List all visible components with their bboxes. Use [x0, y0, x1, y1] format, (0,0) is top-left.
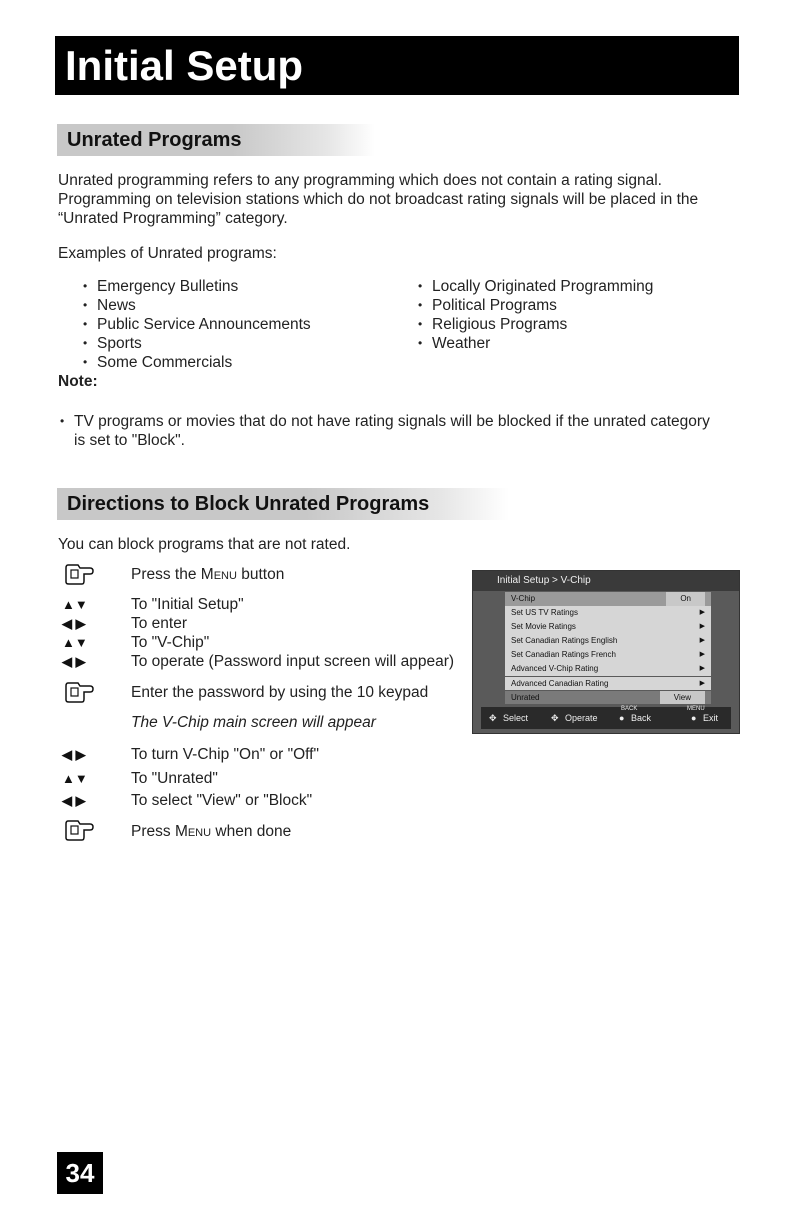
up-down-arrows-icon: ▲▼: [62, 771, 88, 786]
left-right-arrows-icon: ◀ ▶: [62, 747, 86, 762]
tv-back-key-label: BACK: [621, 706, 638, 712]
step-11-text: Press Menu when done: [131, 823, 292, 840]
note-label: Note:: [58, 373, 98, 390]
step-5-text: To operate (Password input screen will appear): [131, 653, 455, 670]
tv-menu-row: Set US TV Ratings ▶: [505, 606, 711, 620]
example-item: • Emergency Bulletins: [97, 277, 238, 297]
step-3-text: To enter: [131, 615, 188, 632]
tv-back-label: Back: [631, 713, 652, 723]
tv-operate-label: Operate: [565, 713, 598, 723]
vchip-screen-illustration: [472, 570, 740, 734]
menu-button-icon: ●: [691, 713, 697, 723]
tv-select-label: Select: [503, 713, 529, 723]
tv-menu-key-label: MENU: [687, 706, 705, 712]
examples-label: Examples of Unrated programs:: [58, 245, 277, 262]
example-item: • Sports: [97, 334, 142, 354]
tv-exit-label: Exit: [703, 713, 719, 723]
tv-menu-list: [505, 592, 711, 705]
section-heading-directions: Directions to Block Unrated Programs: [57, 488, 509, 520]
remote-icon: [62, 680, 98, 704]
note-line-2: is set to "Block".: [74, 432, 185, 449]
step-10-text: To select "View" or "Block": [131, 792, 313, 809]
example-item: • Public Service Announcements: [97, 315, 311, 335]
example-item: • Some Commercials: [97, 353, 232, 373]
page-title: Initial Setup: [55, 36, 739, 95]
intro-line-3: “Unrated Programming” category.: [58, 210, 288, 227]
page-number: 34: [57, 1152, 103, 1194]
step-2-text: To "Initial Setup": [131, 596, 244, 613]
tv-menu-row: Set Canadian Ratings English ▶: [505, 634, 711, 648]
step-4-text: To "V-Chip": [131, 634, 210, 651]
left-right-arrows-icon: ◀ ▶: [62, 616, 86, 631]
example-item: • Political Programs: [432, 296, 557, 316]
example-item: • Weather: [432, 334, 490, 354]
tv-bottom-bar: [481, 707, 731, 729]
left-right-arrows-icon: ◀ ▶: [62, 793, 86, 808]
up-down-arrows-icon: ▲▼: [62, 635, 88, 650]
step-7-text: The V-Chip main screen will appear: [131, 714, 376, 731]
directions-intro: You can block programs that are not rated.: [58, 536, 351, 553]
example-item: • Locally Originated Programming: [432, 277, 653, 297]
example-item: • News: [97, 296, 136, 316]
note-line-1: • TV programs or movies that do not have rating signals will be blocked if the unrated category: [74, 412, 710, 432]
section-heading-unrated-programs: Unrated Programs: [57, 124, 375, 156]
dpad-icon: ✥: [489, 713, 497, 723]
intro-line-1: Unrated programming refers to any programming which does not contain a rating signal.: [58, 172, 662, 189]
step-1-text: Press the Menu button: [131, 566, 285, 583]
step-8-text: To turn V-Chip "On" or "Off": [131, 746, 319, 763]
tv-menu-row: Set Movie Ratings ▶: [505, 620, 711, 634]
tv-menu-row: Advanced Canadian Rating ▶: [505, 677, 711, 691]
tv-screen-title: Initial Setup > V-Chip: [473, 571, 739, 591]
back-button-icon: ●: [619, 713, 625, 723]
dpad-icon: ✥: [551, 713, 559, 723]
remote-icon: [62, 562, 98, 586]
example-item: • Religious Programs: [432, 315, 567, 335]
left-right-arrows-icon: ◀ ▶: [62, 654, 86, 669]
tv-menu-row: Advanced V-Chip Rating ▶: [505, 662, 711, 676]
remote-icon: [62, 818, 98, 842]
step-9-text: To "Unrated": [131, 770, 218, 787]
step-6-text: Enter the password by using the 10 keypad: [131, 684, 429, 701]
up-down-arrows-icon: ▲▼: [62, 597, 88, 612]
tv-menu-row: V-Chip On: [505, 592, 711, 606]
tv-menu-row-unrated: Unrated View: [505, 691, 711, 705]
tv-menu-row: Set Canadian Ratings French ▶: [505, 648, 711, 662]
intro-line-2: Programming on television stations which do not broadcast rating signals will be placed in the: [58, 191, 699, 208]
